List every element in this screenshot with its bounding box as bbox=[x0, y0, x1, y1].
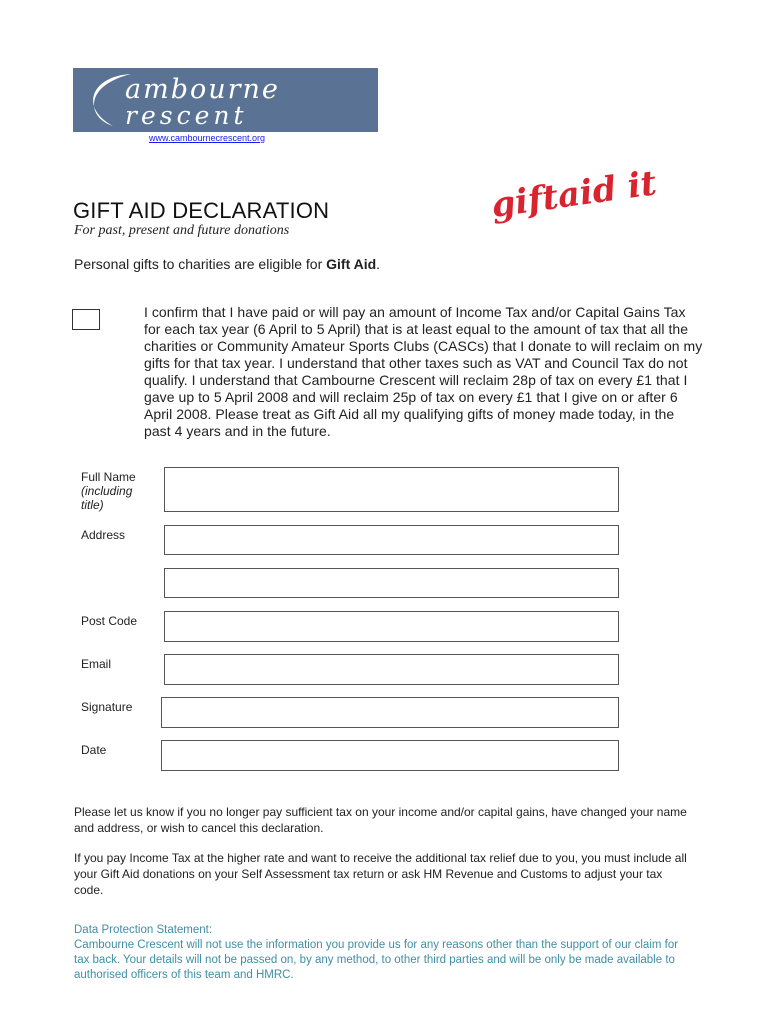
full-name-field[interactable] bbox=[164, 467, 619, 512]
declaration-checkbox[interactable] bbox=[72, 309, 100, 330]
address-field-line1[interactable] bbox=[164, 525, 619, 555]
cambourne-crescent-logo bbox=[73, 68, 378, 132]
logo-text-line2: rescent bbox=[125, 101, 248, 130]
address-field-line2[interactable] bbox=[164, 568, 619, 598]
email-label: Email bbox=[81, 657, 112, 671]
declaration-text: I confirm that I have paid or will pay an amount of Income Tax and/or Capital Gains Tax for each tax year (6 April to 5 April) that is at least equal to the amount of tax that all the charities or Community Amateur Sports Clubs (CASCs) that I donate to will reclaim on my gifts for that tax year. I understand that other taxes such as VAT and Council Tax do not qualify. I understand that Cambourne Crescent will reclaim 28p of tax on every £1 that I gave up to 5 April 2008 and will reclaim 25p of tax on every £1 that I give on or after 6 April 2008. Please treat as Gift Aid all my qualifying gifts of money made today, in the past 4 years and in the future. bbox=[144, 304, 703, 439]
address-label: Address bbox=[81, 528, 126, 542]
signature-label: Signature bbox=[81, 700, 133, 714]
data-protection-body: Cambourne Crescent will not use the information you provide us for any reasons other than the support of our claim for tax back. Your details will not be passed on, by any method, to other third parties and will be only be made available to authorised officers of this team and HMRC. bbox=[74, 939, 679, 981]
date-field[interactable] bbox=[161, 740, 619, 771]
data-protection-heading: Data Protection Statement: bbox=[74, 924, 213, 936]
signature-field[interactable] bbox=[161, 697, 619, 728]
eligibility-prefix: Personal gifts to charities are eligible for bbox=[74, 256, 327, 272]
page-subtitle: For past, present and future donations bbox=[74, 223, 290, 238]
logo-text-line1: ambourne bbox=[125, 74, 280, 105]
notification-note: Please let us know if you no longer pay sufficient tax on your income and/or capital gains, have changed your name and address, or wish to cancel this declaration. bbox=[74, 805, 687, 835]
website-link[interactable]: www.cambournecrescent.org bbox=[149, 133, 266, 143]
giftaid-it-logo bbox=[486, 150, 659, 226]
postcode-label: Post Code bbox=[81, 614, 138, 628]
gift-aid-bold: Gift Aid bbox=[326, 256, 377, 272]
page-title: GIFT AID DECLARATION bbox=[73, 198, 330, 223]
eligibility-suffix: . bbox=[376, 256, 381, 272]
email-field[interactable] bbox=[164, 654, 619, 685]
full-name-label-text: Full Name bbox=[81, 470, 136, 484]
full-name-hint-1: (including bbox=[81, 484, 133, 498]
full-name-label bbox=[81, 470, 136, 512]
eligibility-text bbox=[74, 256, 380, 272]
higher-rate-note: If you pay Income Tax at the higher rate and want to receive the additional tax relief due to you, you must include all your Gift Aid donations on your Self Assessment tax return or ask HM Revenue and Customs to adjust your tax code. bbox=[74, 851, 687, 897]
full-name-hint-2: title) bbox=[81, 498, 104, 512]
date-label: Date bbox=[81, 743, 107, 757]
postcode-field[interactable] bbox=[164, 611, 619, 642]
giftaid-logo-text: giftaid it bbox=[488, 163, 659, 226]
